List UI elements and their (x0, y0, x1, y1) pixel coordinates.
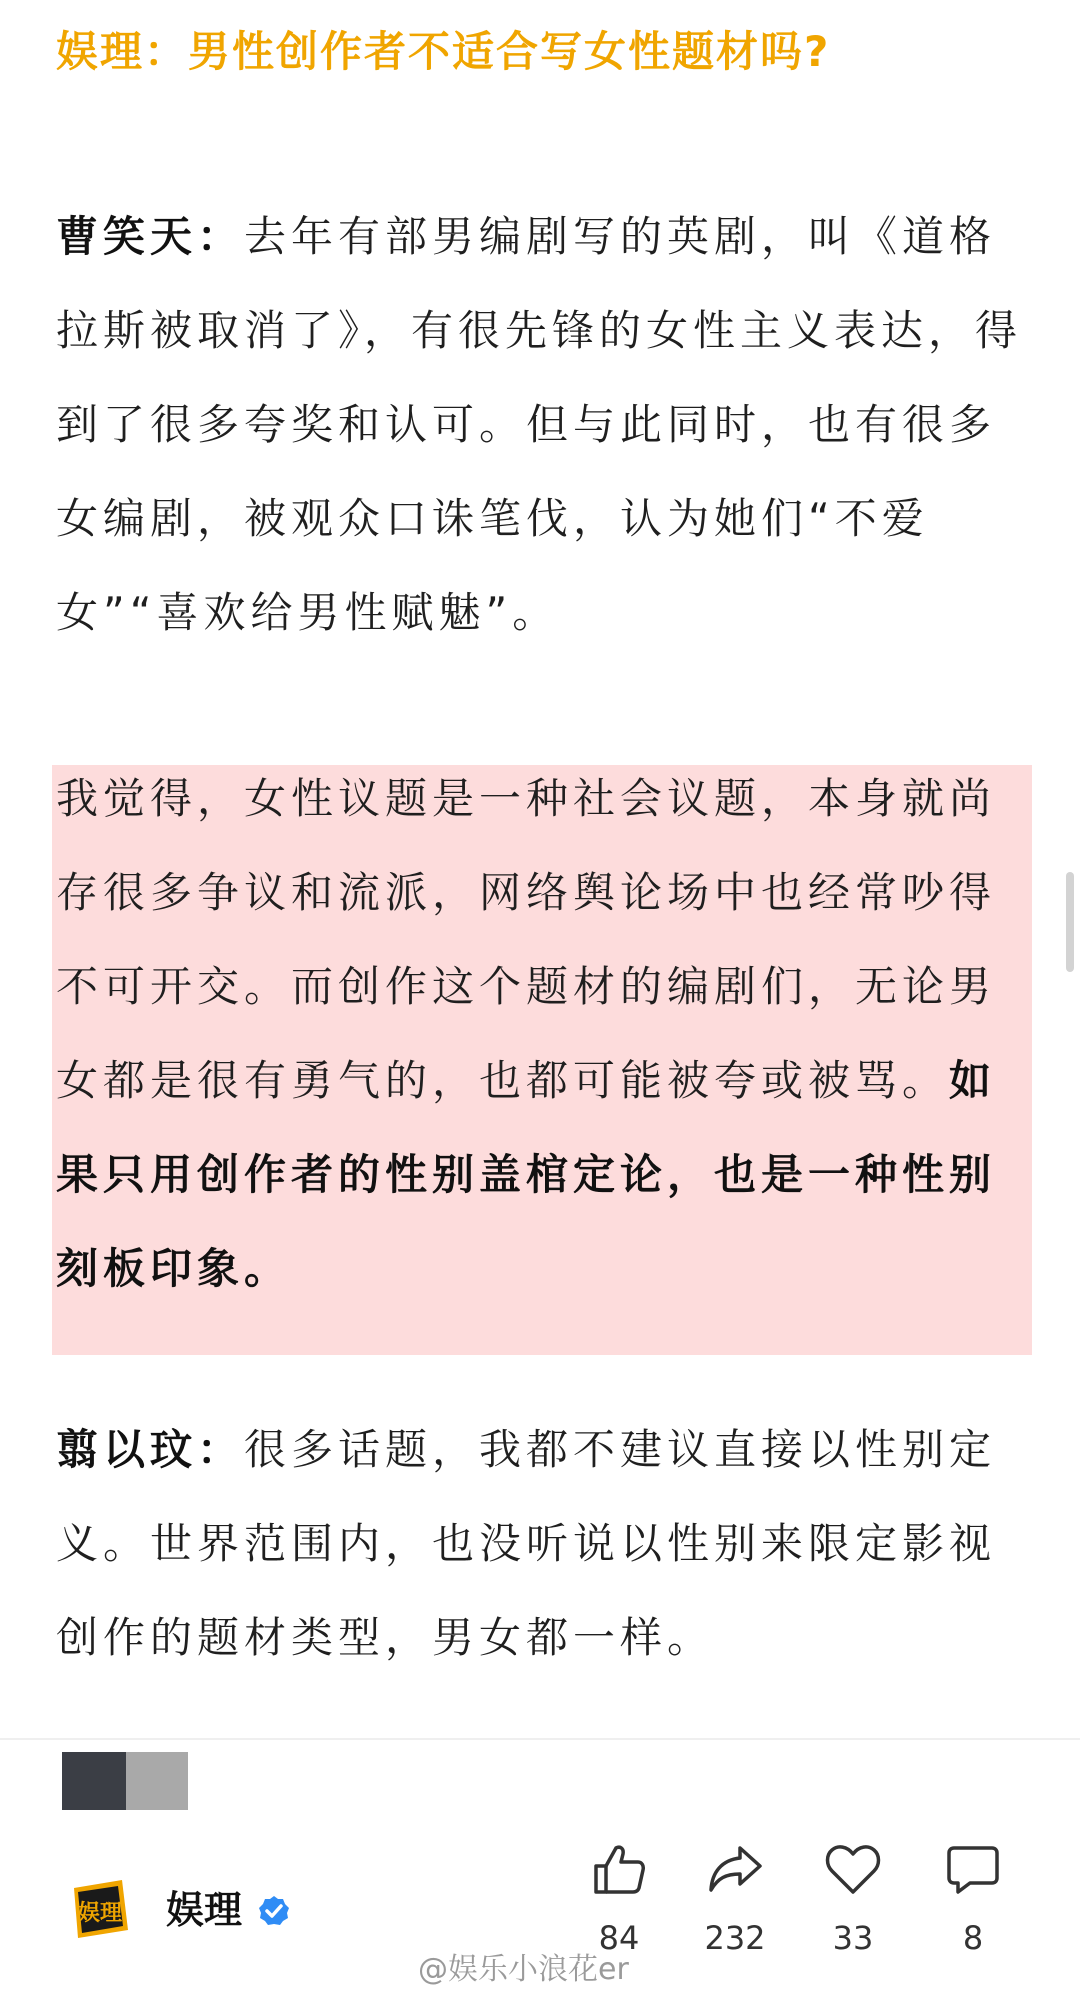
comment-button[interactable] (918, 1840, 1028, 1958)
speaker-name: 曹笑天： (56, 212, 245, 261)
paragraph-cao-xiaotian (56, 190, 1026, 660)
avatar-label: 娱理 (77, 1901, 123, 1926)
like-count: 84 (598, 1919, 640, 1957)
favorite-button[interactable] (798, 1840, 908, 1958)
footer-divider (0, 1738, 1080, 1740)
comment-icon (944, 1840, 1002, 1898)
paragraph-text: 去年有部男编剧写的英剧，叫《道格拉斯被取消了》，有很先锋的女性主义表达，得到了很多夸奖和认可。但与此同时，也有很多女编剧，被观众口诛笔伐，认为她们“不爱女”“喜欢给男性赋魅”。 (56, 212, 1023, 637)
blurred-image-thumbnail[interactable] (62, 1752, 188, 1810)
paragraph-jian-yiwen (56, 1403, 1026, 1685)
thumbs-up-icon (590, 1840, 648, 1898)
thumbnail-dark-part (62, 1752, 126, 1810)
favorite-count: 33 (832, 1919, 874, 1957)
weibo-watermark: @娱乐小浪花er (418, 1952, 629, 1987)
bold-conclusion: 如果只用创作者的性别盖棺定论，也是一种性别刻板印象。 (56, 1056, 997, 1293)
share-count: 232 (704, 1919, 766, 1957)
paragraph-text: 很多话题，我都不建议直接以性别定义。世界范围内，也没听说以性别来限定影视创作的题材类型，男女都一样。 (56, 1425, 997, 1662)
scrollbar-thumb[interactable] (1066, 872, 1074, 972)
verified-badge-icon (258, 1895, 290, 1927)
article-headline: 娱理：男性创作者不适合写女性题材吗? (56, 27, 831, 76)
paragraph-text: 我觉得，女性议题是一种社会议题，本身就尚存很多争议和流派，网络舆论场中也经常吵得不可开交。而创作这个题材的编剧们，无论男女都是很有勇气的，也都可能被夸或被骂。 (56, 774, 997, 1105)
author-avatar[interactable] (66, 1876, 134, 1944)
paragraph-highlighted-quote (56, 752, 1026, 1316)
like-button[interactable] (564, 1840, 674, 1958)
speaker-name: 翦以玟： (56, 1425, 245, 1474)
thumbnail-light-part (126, 1752, 188, 1810)
share-button[interactable] (680, 1840, 790, 1958)
comment-count: 8 (962, 1919, 984, 1957)
heart-icon (824, 1840, 882, 1898)
share-icon (706, 1840, 764, 1898)
author-name[interactable]: 娱理 (166, 1888, 243, 1932)
